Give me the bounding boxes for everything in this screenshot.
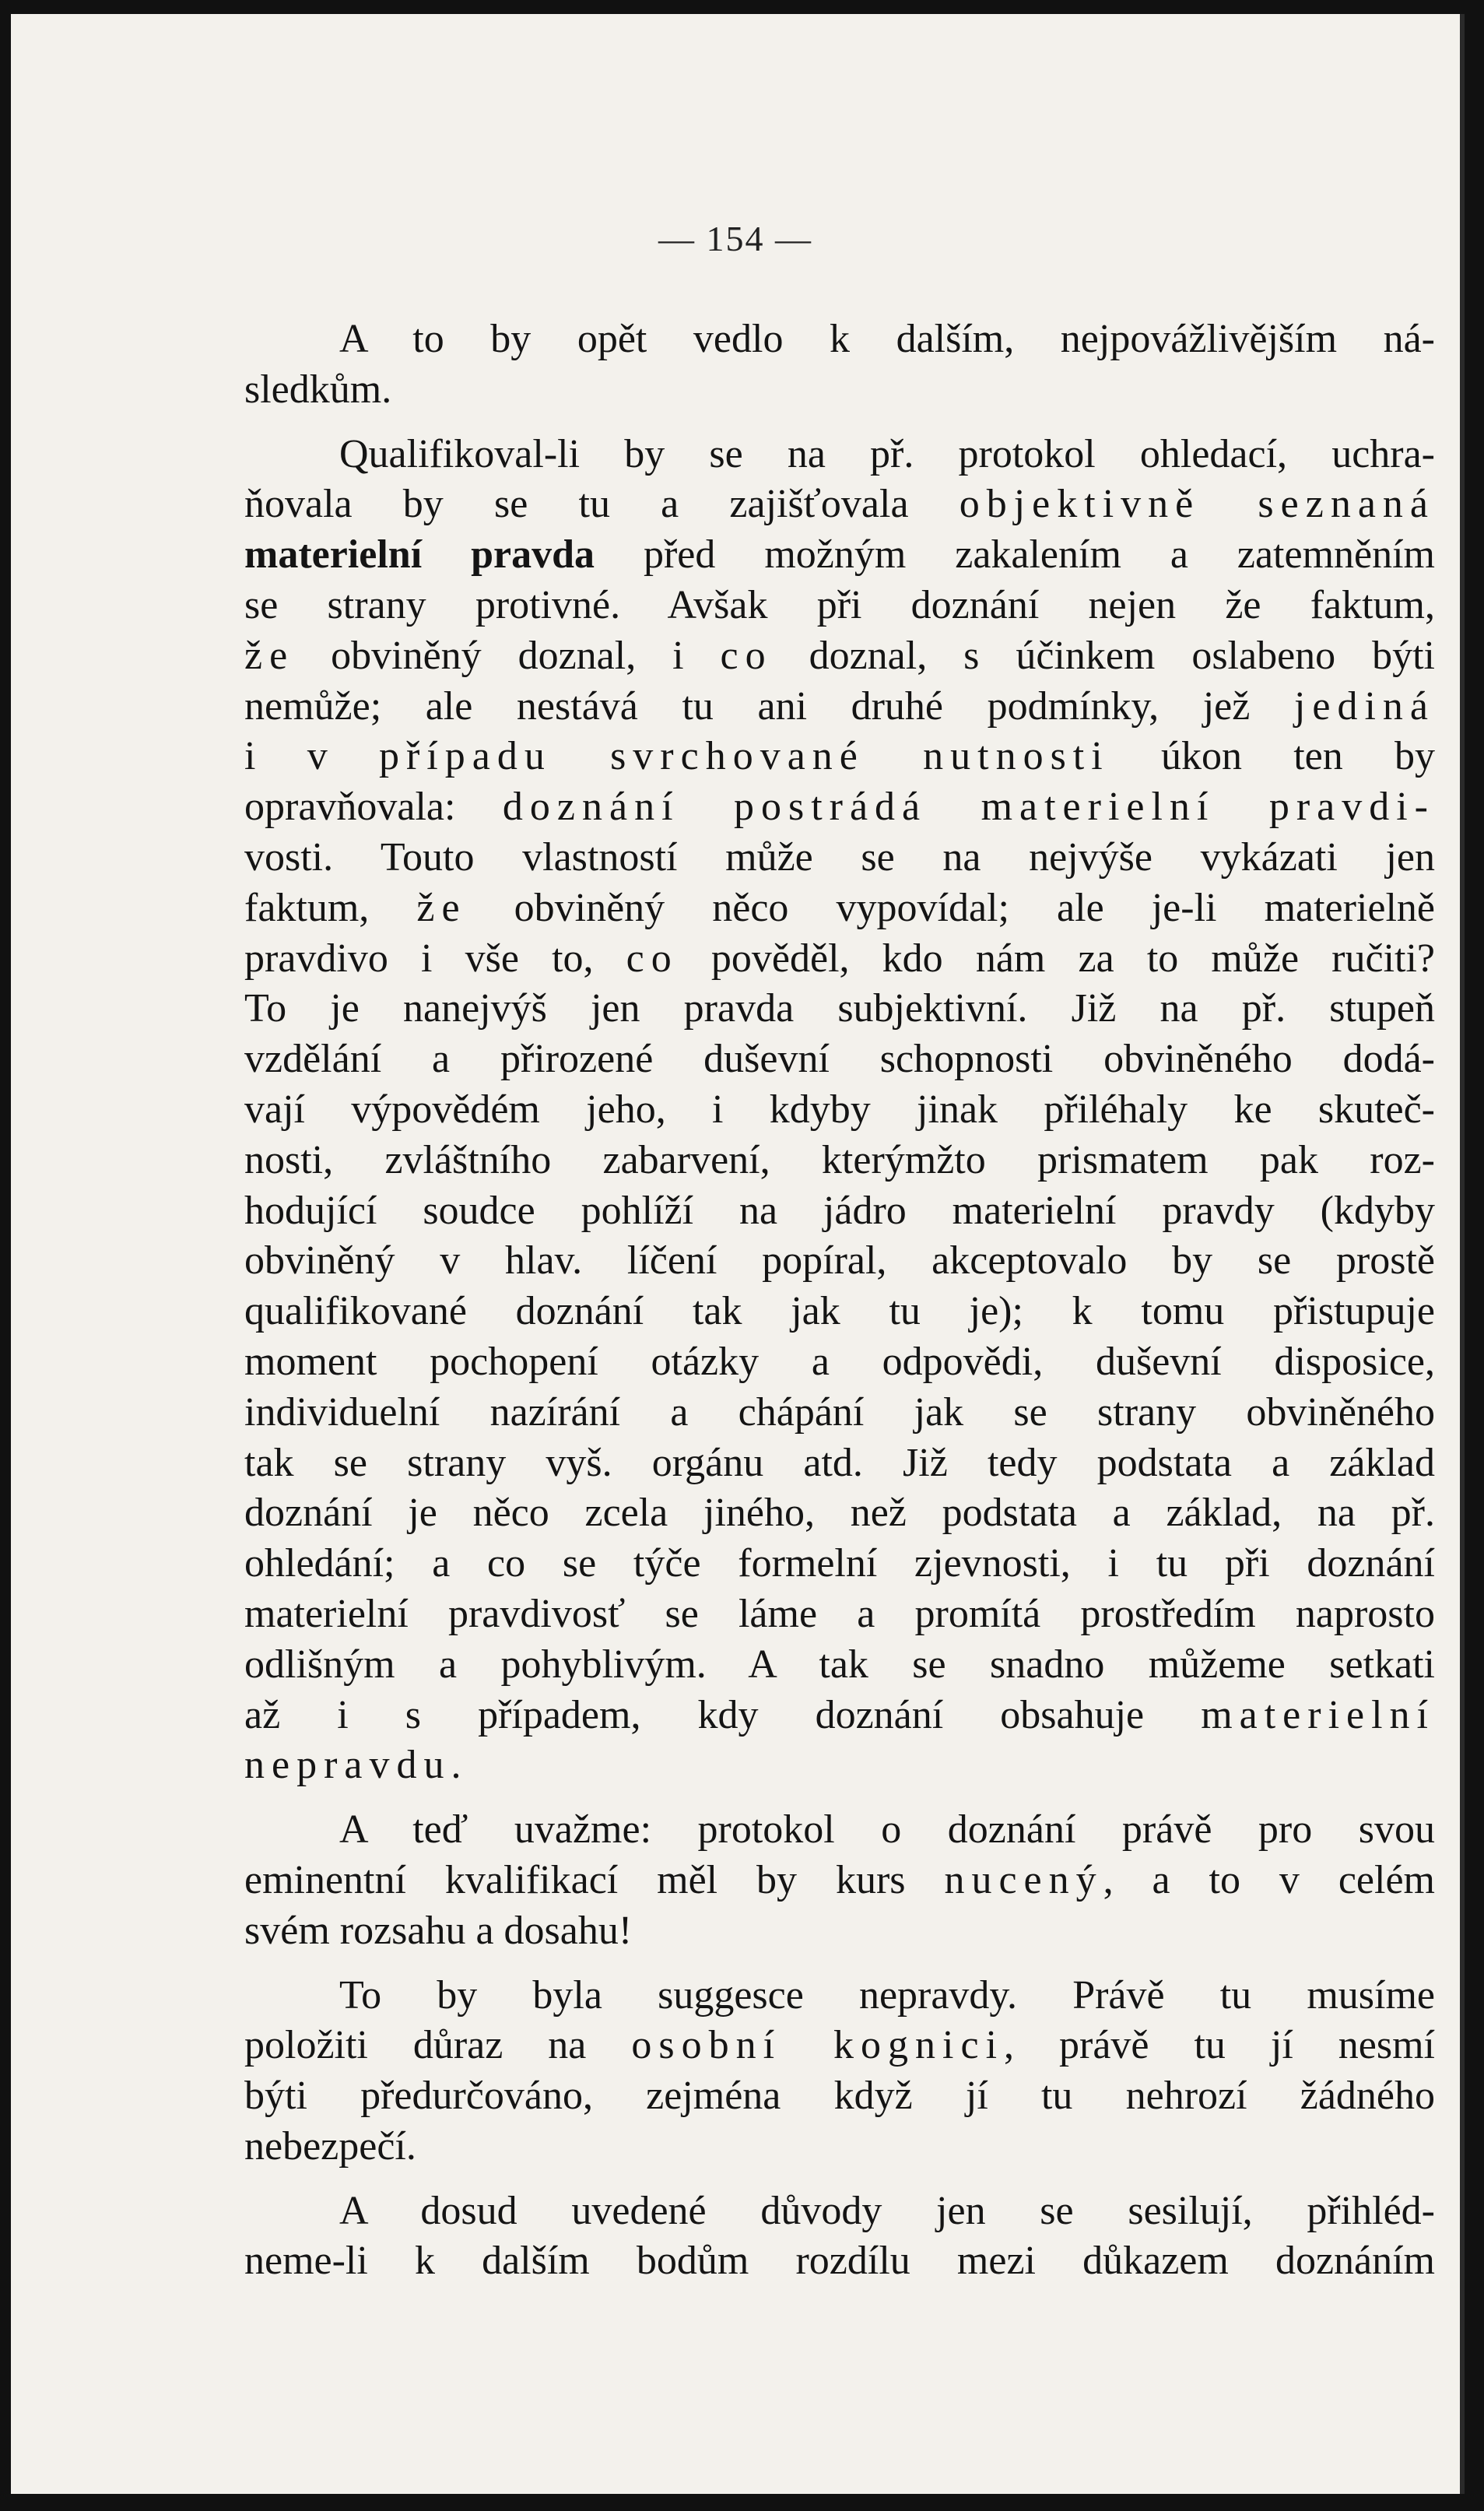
text-line [244,631,1435,682]
text-line: vzdělání a přirozené duševní schopnosti obviněného dodá- [244,1037,1435,1082]
text-run: doznal, s účinkem oslabeno býti [772,633,1435,678]
text-line [244,2021,1435,2071]
text-line [244,479,1435,530]
paragraph [244,1971,1435,2172]
text-line: To je nanejvýš jen pravda subjektivní. Již na př. stupeň [244,986,1435,1031]
body-text [244,314,1435,2287]
text-line [244,1691,1435,1741]
text-line: sledkům. [244,367,392,412]
paragraph [244,2186,1435,2288]
text-line: obviněný v hlav. líčení popíral, akceptovalo by se prostě [244,1238,1435,1284]
text-line: Qualifikoval-li by se na př. protokol ohledací, uchra- [339,431,1435,476]
text-line [244,1856,1435,1906]
text-line: vosti. Touto vlastností může se na nejvýše vykázati jen [244,834,1435,880]
text-line: individuelní nazírání a chápání jak se strany obviněného [244,1389,1435,1435]
spaced-emphasis: případu svrchované nutnosti [378,734,1110,779]
text-run: nemůže; ale nestává tu ani druhé podmínky, jež [244,683,1294,729]
text-line: ohledání; a co se týče formelní zjevnosti, i tu při doznání [244,1541,1435,1586]
spaced-emphasis: že [244,633,295,678]
text-run: obviněný něco vypovídal; ale je-li materielně [466,885,1435,930]
text-line: hodující soudce pohlíží na jádro materielní pravdy (kdyby [244,1188,1435,1233]
text-line: To by byla suggesce nepravdy. Právě tu musíme [339,1972,1435,2018]
text-line [244,782,1435,833]
text-line: doznání je něco zcela jiného, než podstata a základ, na př. [244,1491,1435,1536]
book-page [11,14,1465,2494]
text-line: odlišným a pohyblivým. A tak se snadno můžeme setkati [244,1642,1435,1687]
text-run: položiti důraz na [244,2023,632,2068]
spaced-emphasis: nepravdu [244,1743,451,1788]
text-run: až i s případem, kdy doznání obsahuje [244,1692,1202,1737]
text-line [244,934,1435,985]
text-run: , právě tu jí nesmí [1004,2023,1435,2068]
text-line [244,883,1435,934]
paragraph [244,430,1435,1792]
spaced-emphasis: osobní kognici [631,2023,1005,2068]
spaced-emphasis: že [416,885,467,930]
text-run: pravdivo i vše to, [244,936,626,981]
text-line: nebezpečí. [244,2123,416,2169]
text-line: býti předurčováno, zejména když jí tu nehrozí žádného [244,2074,1435,2119]
text-line: neme-li k dalším bodům rozdílu mezi důkazem doznáním [244,2239,1435,2284]
paragraph [244,314,1435,416]
text-line: A dosud uvedené důvody jen se sesilují, přihléd- [339,2188,1435,2233]
text-run: úkon ten by [1109,734,1436,779]
spaced-emphasis: nucený [944,1857,1103,1902]
text-line: se strany protivné. Avšak při doznání nejen že faktum, [244,582,1435,627]
spaced-emphasis: doznání postrádá materielní pravdi- [502,785,1435,830]
text-run: před možným zakalením a zatemněním [595,532,1435,578]
text-line: materielní pravdivosť se láme a promítá prostředím naprosto [244,1591,1435,1636]
text-line: nosti, zvláštního zabarvení, kterýmžto prismatem pak roz- [244,1137,1435,1182]
text-run: , a to v celém [1103,1857,1435,1902]
paragraph [244,1805,1435,1956]
spaced-emphasis: co [720,633,773,678]
text-run: i v [244,734,379,779]
text-line [244,732,1435,782]
spaced-emphasis: objektivně seznaná [959,482,1435,527]
text-run: . [451,1743,461,1788]
text-line: svém rozsahu a dosahu! [244,1908,633,1953]
spaced-emphasis: materielní [1201,1692,1435,1737]
text-run: opravňovala: [244,785,503,830]
text-line: qualifikované doznání tak jak tu je); k tomu přistupuje [244,1289,1435,1334]
text-line: A to by opět vedlo k dalším, nejpovážlivějším ná- [339,317,1435,361]
text-line [244,530,1435,581]
text-line: tak se strany vyš. orgánu atd. Již tedy podstata a základ [244,1440,1435,1485]
spaced-emphasis: co [626,936,679,981]
text-run: ňovala by se tu a zajišťovala [244,482,960,527]
text-line: vají výpovědém jeho, i kdyby jinak přiléhaly ke skuteč- [244,1087,1435,1132]
text-run: pověděl, kdo nám za to může ručiti? [678,936,1435,981]
text-run: faktum, [244,885,417,930]
bold-emphasis: materielní pravda [244,532,595,578]
text-line: moment pochopení otázky a odpovědi, duševní disposice, [244,1339,1435,1384]
text-line: A teď uvažme: protokol o doznání právě pro svou [339,1807,1435,1853]
page-number: — 154 — [658,219,812,258]
text-line [244,1740,1435,1791]
text-line [244,682,1435,732]
spaced-emphasis: jediná [1293,683,1435,729]
text-run: obviněný doznal, i [294,633,721,678]
text-run: eminentní kvalifikací měl by kurs [244,1857,945,1902]
